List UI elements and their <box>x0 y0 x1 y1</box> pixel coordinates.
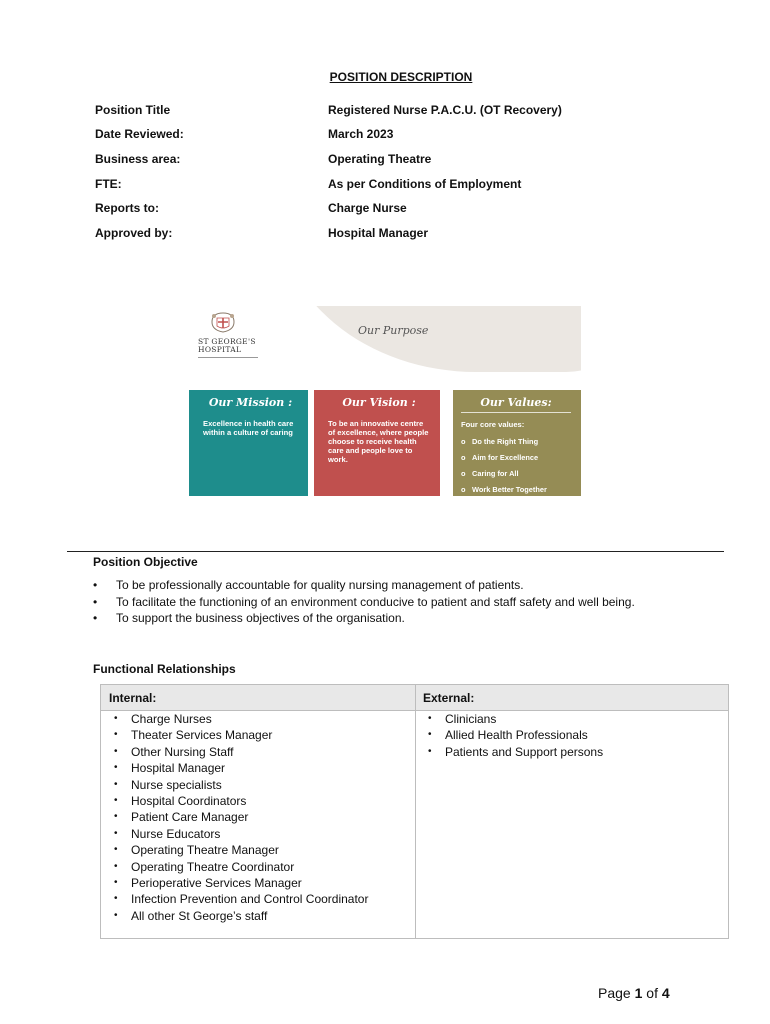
list-item: o Do the Right Thing <box>461 437 539 446</box>
values-card <box>453 390 581 496</box>
values-intro: Four core values: <box>461 420 525 429</box>
meta-label: Business area: <box>95 152 181 166</box>
meta-label: Date Reviewed: <box>95 127 184 141</box>
meta-value: March 2023 <box>328 127 394 141</box>
meta-label: FTE: <box>95 177 122 191</box>
table-row: • Hospital Manager <box>108 760 368 776</box>
values-title: Our Values: <box>461 396 571 413</box>
table-row: • Infection Prevention and Control Coordinator <box>108 891 368 907</box>
meta-row-reports-to <box>95 201 715 219</box>
purpose-graphic <box>188 306 581 498</box>
document-title: POSITION DESCRIPTION <box>329 70 473 84</box>
meta-value: As per Conditions of Employment <box>328 177 522 191</box>
table-row: • Perioperative Services Manager <box>108 875 368 891</box>
meta-row-position-title <box>95 103 715 121</box>
relationships-table <box>100 684 729 939</box>
meta-label: Approved by: <box>95 226 173 240</box>
crest-icon <box>208 310 238 334</box>
purpose-band <box>276 306 581 372</box>
vision-text: To be an innovative centre of excellence, where people choose to receive health care and people love to work. <box>328 419 429 464</box>
meta-row-approved-by <box>95 226 715 244</box>
external-header: External: <box>423 691 475 705</box>
meta-label: Position Title <box>95 103 171 117</box>
section-divider <box>67 551 724 552</box>
logo-name: ST GEORGE'S HOSPITAL <box>198 337 256 354</box>
table-row: • Charge Nurses <box>108 711 368 727</box>
meta-row-business-area <box>95 152 715 170</box>
table-row: • All other St George’s staff <box>108 908 368 924</box>
meta-value: Hospital Manager <box>328 226 429 240</box>
table-row: • Patient Care Manager <box>108 809 368 825</box>
table-row: • Nurse Educators <box>108 826 368 842</box>
meta-value: Charge Nurse <box>328 201 407 215</box>
meta-row-date-reviewed <box>95 127 715 145</box>
values-list <box>461 437 571 494</box>
page-number: Page 1 of 4 <box>598 985 670 1001</box>
hospital-logo <box>198 310 268 362</box>
meta-label: Reports to: <box>95 201 159 215</box>
table-row: • Operating Theatre Manager <box>108 842 368 858</box>
internal-list <box>108 711 368 924</box>
list-item: o Aim for Excellence <box>461 453 539 462</box>
table-row: • Patients and Support persons <box>422 744 603 760</box>
internal-header: Internal: <box>109 691 157 705</box>
logo-tagline-rule <box>198 357 258 358</box>
table-row: • Other Nursing Staff <box>108 744 368 760</box>
meta-value: Operating Theatre <box>328 152 432 166</box>
table-row: • Hospital Coordinators <box>108 793 368 809</box>
table-row: • Operating Theatre Coordinator <box>108 859 368 875</box>
relationships-heading: Functional Relationships <box>93 662 236 676</box>
table-row: • Theater Services Manager <box>108 727 368 743</box>
objective-list <box>93 577 673 627</box>
mission-title: Our Mission : <box>208 396 293 409</box>
list-item: • To be professionally accountable for quality nursing management of patients. <box>93 577 673 593</box>
meta-row-fte <box>95 177 715 195</box>
mission-text: Excellence in health care within a culture of caring <box>203 419 294 437</box>
objective-heading: Position Objective <box>93 555 198 569</box>
vision-title: Our Vision : <box>342 396 416 409</box>
list-item: o Caring for All <box>461 469 519 478</box>
table-row: • Nurse specialists <box>108 777 368 793</box>
list-item: o Work Better Together <box>461 485 547 494</box>
meta-value: Registered Nurse P.A.C.U. (OT Recovery) <box>328 103 562 117</box>
mission-card <box>189 390 308 496</box>
table-row: • Allied Health Professionals <box>422 727 603 743</box>
table-column-divider <box>415 685 416 938</box>
list-item: • To support the business objectives of the organisation. <box>93 610 673 626</box>
external-list <box>422 711 603 760</box>
purpose-heading: Our Purpose <box>358 324 429 337</box>
vision-card <box>314 390 440 496</box>
list-item: • To facilitate the functioning of an environment conducive to patient and staff safety and well being. <box>93 594 673 610</box>
table-row: • Clinicians <box>422 711 603 727</box>
